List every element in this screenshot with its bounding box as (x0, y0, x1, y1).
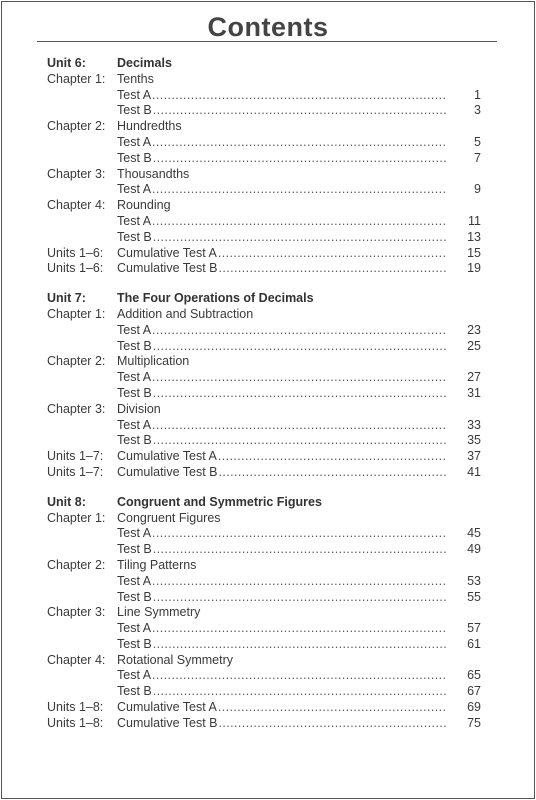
chapter-label: Chapter 1: (47, 510, 106, 525)
unit-label: Unit 8: (47, 494, 86, 509)
entry-title: Test B (117, 103, 152, 118)
dot-leader (153, 542, 446, 558)
entry-title: Test B (117, 684, 152, 699)
chapter-title: Rounding (117, 198, 171, 213)
chapter-label: Chapter 3: (47, 166, 106, 181)
cumulative-test-entry[interactable] (47, 716, 487, 732)
page-number: 53 (467, 573, 481, 588)
chapter-title: Thousandths (117, 166, 190, 181)
page-number: 35 (467, 433, 481, 448)
cumulative-test-entry[interactable] (47, 700, 487, 716)
dot-leader (153, 433, 446, 449)
entry-title: Test A (117, 417, 152, 432)
table-of-contents (47, 56, 487, 746)
entry-title: Cumulative Test B (117, 464, 218, 479)
page-number: 3 (474, 103, 481, 118)
entry-title: Test A (117, 370, 152, 385)
unit-title: Congruent and Symmetric Figures (117, 494, 322, 509)
entry-title: Cumulative Test B (117, 715, 218, 730)
page-number: 37 (467, 449, 481, 464)
chapter-title: Tenths (117, 71, 154, 86)
dot-leader (219, 716, 446, 732)
cumulative-test-entry[interactable] (47, 449, 487, 465)
entry-title: Test B (117, 589, 152, 604)
page-number: 5 (474, 134, 481, 149)
units-range-label: Units 1–8: (47, 700, 104, 715)
unit-section (47, 291, 487, 481)
chapter-label: Chapter 1: (47, 71, 106, 86)
test-entry[interactable] (47, 103, 487, 119)
page-title: Contents (207, 12, 329, 42)
dot-leader (152, 370, 446, 386)
test-entry[interactable] (47, 418, 487, 434)
dot-leader (153, 684, 446, 700)
entry-title: Test A (117, 621, 152, 636)
test-entry[interactable] (47, 214, 487, 230)
chapter-label: Chapter 3: (47, 401, 106, 416)
chapter-title: Rotational Symmetry (117, 652, 234, 667)
test-entry[interactable] (47, 526, 487, 542)
test-entry[interactable] (47, 339, 487, 355)
test-entry[interactable] (47, 590, 487, 606)
page-number: 31 (467, 385, 481, 400)
entry-title: Cumulative Test A (117, 449, 217, 464)
dot-leader (153, 103, 446, 119)
test-entry[interactable] (47, 542, 487, 558)
test-entry[interactable] (47, 135, 487, 151)
title-rule (37, 41, 497, 42)
units-range-label: Units 1–6: (47, 261, 104, 276)
dot-leader (153, 230, 446, 246)
chapter-title: Line Symmetry (117, 605, 201, 620)
unit-label: Unit 7: (47, 291, 86, 306)
chapter-label: Chapter 4: (47, 652, 106, 667)
chapter-label: Chapter 3: (47, 605, 106, 620)
test-entry[interactable] (47, 323, 487, 339)
units-range-label: Units 1–7: (47, 464, 104, 479)
dot-leader (153, 637, 446, 653)
unit-heading (47, 56, 487, 72)
entry-title: Test A (117, 668, 152, 683)
cumulative-test-entry[interactable] (47, 465, 487, 481)
chapter-row (47, 167, 487, 183)
unit-title: The Four Operations of Decimals (117, 291, 314, 306)
entry-title: Test A (117, 526, 152, 541)
chapter-title: Addition and Subtraction (117, 306, 254, 321)
test-entry[interactable] (47, 433, 487, 449)
test-entry[interactable] (47, 182, 487, 198)
dot-leader (153, 386, 446, 402)
entry-title: Test A (117, 322, 152, 337)
cumulative-test-entry[interactable] (47, 261, 487, 277)
dot-leader (153, 339, 446, 355)
unit-heading (47, 291, 487, 307)
chapter-row (47, 605, 487, 621)
page-number: 67 (467, 684, 481, 699)
page-number: 13 (467, 229, 481, 244)
entry-title: Cumulative Test B (117, 261, 218, 276)
dot-leader (219, 261, 446, 277)
chapter-title: Hundredths (117, 119, 182, 134)
dot-leader (152, 88, 446, 104)
chapter-row (47, 511, 487, 527)
page-number: 69 (467, 700, 481, 715)
chapter-title: Multiplication (117, 354, 190, 369)
dot-leader (152, 214, 446, 230)
dot-leader (152, 621, 446, 637)
page-number: 55 (467, 589, 481, 604)
dot-leader (152, 574, 446, 590)
chapter-label: Chapter 2: (47, 557, 106, 572)
dot-leader (218, 700, 446, 716)
chapter-row (47, 354, 487, 370)
page-number: 9 (474, 182, 481, 197)
dot-leader (219, 465, 446, 481)
dot-leader (152, 668, 446, 684)
chapter-label: Chapter 1: (47, 306, 106, 321)
test-entry[interactable] (47, 230, 487, 246)
dot-leader (152, 182, 446, 198)
units-range-label: Units 1–8: (47, 715, 104, 730)
chapter-title: Tiling Patterns (117, 557, 197, 572)
page-number: 65 (467, 668, 481, 683)
page-number: 45 (467, 526, 481, 541)
chapter-row (47, 558, 487, 574)
units-range-label: Units 1–6: (47, 245, 104, 260)
entry-title: Test A (117, 134, 152, 149)
chapter-row (47, 119, 487, 135)
units-range-label: Units 1–7: (47, 449, 104, 464)
cumulative-test-entry[interactable] (47, 246, 487, 262)
page-number: 19 (467, 261, 481, 276)
dot-leader (218, 246, 446, 262)
chapter-label: Chapter 2: (47, 119, 106, 134)
page-number: 7 (474, 150, 481, 165)
entry-title: Test B (117, 150, 152, 165)
entry-title: Test A (117, 87, 152, 102)
chapter-row (47, 307, 487, 323)
chapter-row (47, 402, 487, 418)
chapter-title: Congruent Figures (117, 510, 221, 525)
test-entry[interactable] (47, 637, 487, 653)
unit-heading (47, 495, 487, 511)
chapter-row (47, 198, 487, 214)
dot-leader (153, 590, 446, 606)
page-number: 41 (467, 464, 481, 479)
page-number: 25 (467, 338, 481, 353)
dot-leader (218, 449, 446, 465)
test-entry[interactable] (47, 684, 487, 700)
page-number: 57 (467, 621, 481, 636)
entry-title: Cumulative Test A (117, 245, 217, 260)
page-number: 11 (468, 213, 481, 228)
page-number: 49 (467, 542, 481, 557)
test-entry[interactable] (47, 151, 487, 167)
page-number: 61 (467, 636, 481, 651)
dot-leader (152, 526, 446, 542)
entry-title: Test A (117, 573, 152, 588)
entry-title: Test A (117, 182, 152, 197)
chapter-row (47, 653, 487, 669)
entry-title: Test B (117, 229, 152, 244)
entry-title: Test B (117, 433, 152, 448)
dot-leader (152, 135, 446, 151)
page-number: 75 (467, 715, 481, 730)
unit-label: Unit 6: (47, 56, 86, 70)
page-number: 1 (474, 87, 481, 102)
page-number: 27 (467, 370, 481, 385)
entry-title: Cumulative Test A (117, 700, 217, 715)
entry-title: Test B (117, 338, 152, 353)
entry-title: Test B (117, 542, 152, 557)
chapter-title: Division (117, 401, 161, 416)
entry-title: Test B (117, 385, 152, 400)
page-number: 15 (467, 245, 481, 260)
unit-section (47, 56, 487, 277)
test-entry[interactable] (47, 668, 487, 684)
test-entry[interactable] (47, 621, 487, 637)
entry-title: Test A (117, 213, 152, 228)
dot-leader (152, 323, 446, 339)
page-number: 23 (467, 322, 481, 337)
dot-leader (152, 418, 446, 434)
entry-title: Test B (117, 636, 152, 651)
test-entry[interactable] (47, 574, 487, 590)
dot-leader (153, 151, 446, 167)
chapter-label: Chapter 2: (47, 354, 106, 369)
unit-section (47, 495, 487, 732)
chapter-label: Chapter 4: (47, 198, 106, 213)
test-entry[interactable] (47, 370, 487, 386)
test-entry[interactable] (47, 386, 487, 402)
test-entry[interactable] (47, 88, 487, 104)
page-number: 33 (467, 417, 481, 432)
unit-title: Decimals (117, 56, 172, 70)
chapter-row (47, 72, 487, 88)
